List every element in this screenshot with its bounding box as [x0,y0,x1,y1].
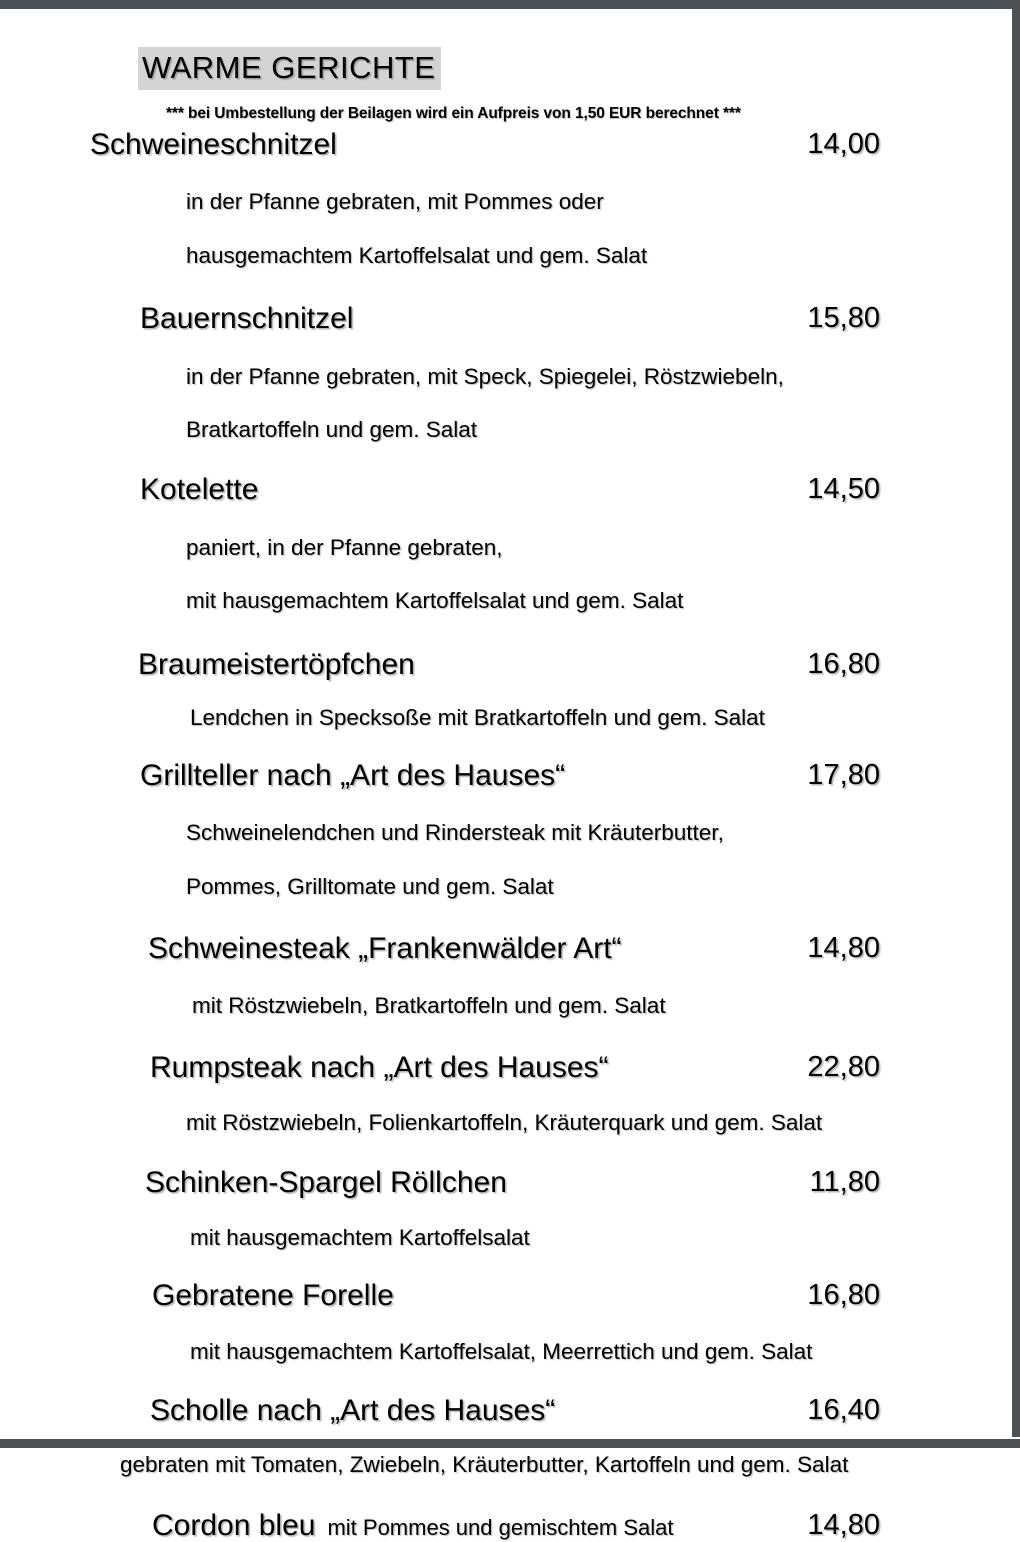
menu-item-name: Schinken-Spargel Röllchen [145,1165,507,1199]
menu-item-price: 16,80 [807,647,880,680]
menu-item-price: 16,80 [807,1279,880,1312]
menu-item-name: Cordon bleu [152,1509,316,1542]
surcharge-notice: *** bei Umbestellung der Beilagen wird ein Aufpreis von 1,50 EUR berechnet *** [166,104,741,122]
menu-item-description-line: Lendchen in Specksoße mit Bratkartoffeln und gem. Salat [190,705,765,731]
menu-item [0,649,1012,730]
menu-item-price: 16,40 [807,1394,880,1427]
menu-item-description-line: mit hausgemachtem Kartoffelsalat [190,1225,530,1251]
menu-item-price: 14,50 [807,473,880,506]
menu-item [0,760,1012,899]
menu-item [0,1167,1012,1250]
section-title: WARME GERICHTE [138,47,441,90]
menu-item-name: Schweinesteak „Frankenwälder Art“ [148,931,622,965]
menu-item-price: 14,80 [807,1509,880,1542]
menu-item-price: 14,80 [807,931,880,964]
menu-item-description-line: mit hausgemachtem Kartoffelsalat, Meerrettich und gem. Salat [190,1338,813,1364]
menu-content [0,47,1012,1542]
menu-item [0,1510,1012,1542]
menu-item-name: Schweineschnitzel [90,127,337,161]
menu-item [0,1280,1012,1363]
menu-item-description-line: hausgemachtem Kartoffelsalat und gem. Salat [186,242,648,268]
menu-item-name: Gebratene Forelle [152,1279,394,1313]
menu-item-row [0,649,1012,681]
section-heading [0,47,1012,90]
menu-item-row [0,760,1012,792]
menu-item-price: 15,80 [807,302,880,335]
menu-item-row [0,474,1012,506]
menu-item-price: 11,80 [809,1165,880,1198]
menu-item-description-line: mit Röstzwiebeln, Folienkartoffeln, Kräuterquark und gem. Salat [186,1110,823,1136]
scan-border-right [1012,0,1020,1437]
scan-border-top [0,0,1020,9]
menu-item-name: Bauernschnitzel [140,302,354,336]
menu-item-name: Kotelette [140,473,259,507]
menu-item-row [0,1052,1012,1084]
menu-item-name: Braumeistertöpfchen [138,647,415,681]
menu-item [0,474,1012,613]
menu-item-list [0,129,1012,1542]
menu-item-price: 22,80 [807,1050,880,1083]
menu-item [0,1052,1012,1135]
menu-item-description-line: Bratkartoffeln und gem. Salat [186,417,478,443]
menu-item-name: Grillteller nach „Art des Hauses“ [140,758,566,792]
menu-item-description-line: in der Pfanne gebraten, mit Speck, Spiegelei, Röstzwiebeln, [186,363,784,389]
menu-item-price: 17,80 [807,758,880,791]
menu-item-description-line: mit hausgemachtem Kartoffelsalat und gem. Salat [186,588,684,614]
menu-item [0,303,1012,442]
menu-item-name: Scholle nach „Art des Hauses“ [150,1394,556,1428]
menu-item-inline-description: mit Pommes und gemischtem Salat [327,1515,674,1541]
menu-item-description-line: gebraten mit Tomaten, Zwiebeln, Kräuterbutter, Kartoffeln und gem. Salat [120,1451,849,1477]
menu-item-description-line: Pommes, Grilltomate und gem. Salat [186,874,554,900]
menu-item-description-line: in der Pfanne gebraten, mit Pommes oder [186,189,604,215]
menu-item-description-line: paniert, in der Pfanne gebraten, [186,534,503,560]
menu-item-row [0,933,1012,965]
menu-item-price: 14,00 [807,127,880,160]
menu-item-row [0,1280,1012,1312]
menu-item-row [0,1167,1012,1199]
menu-item-description-line: Schweinelendchen und Rindersteak mit Kräuterbutter, [186,820,724,846]
menu-item-row [0,1510,1012,1542]
menu-item-row [0,303,1012,335]
menu-item-description-line: mit Röstzwiebeln, Bratkartoffeln und gem. Salat [192,993,666,1019]
menu-item [0,129,1012,268]
menu-item [0,1395,1012,1476]
menu-item-name: Rumpsteak nach „Art des Hauses“ [150,1050,609,1084]
menu-item-row [0,129,1012,161]
menu-item-row [0,1395,1012,1427]
menu-item [0,933,1012,1018]
menu-sheet [0,9,1012,1542]
